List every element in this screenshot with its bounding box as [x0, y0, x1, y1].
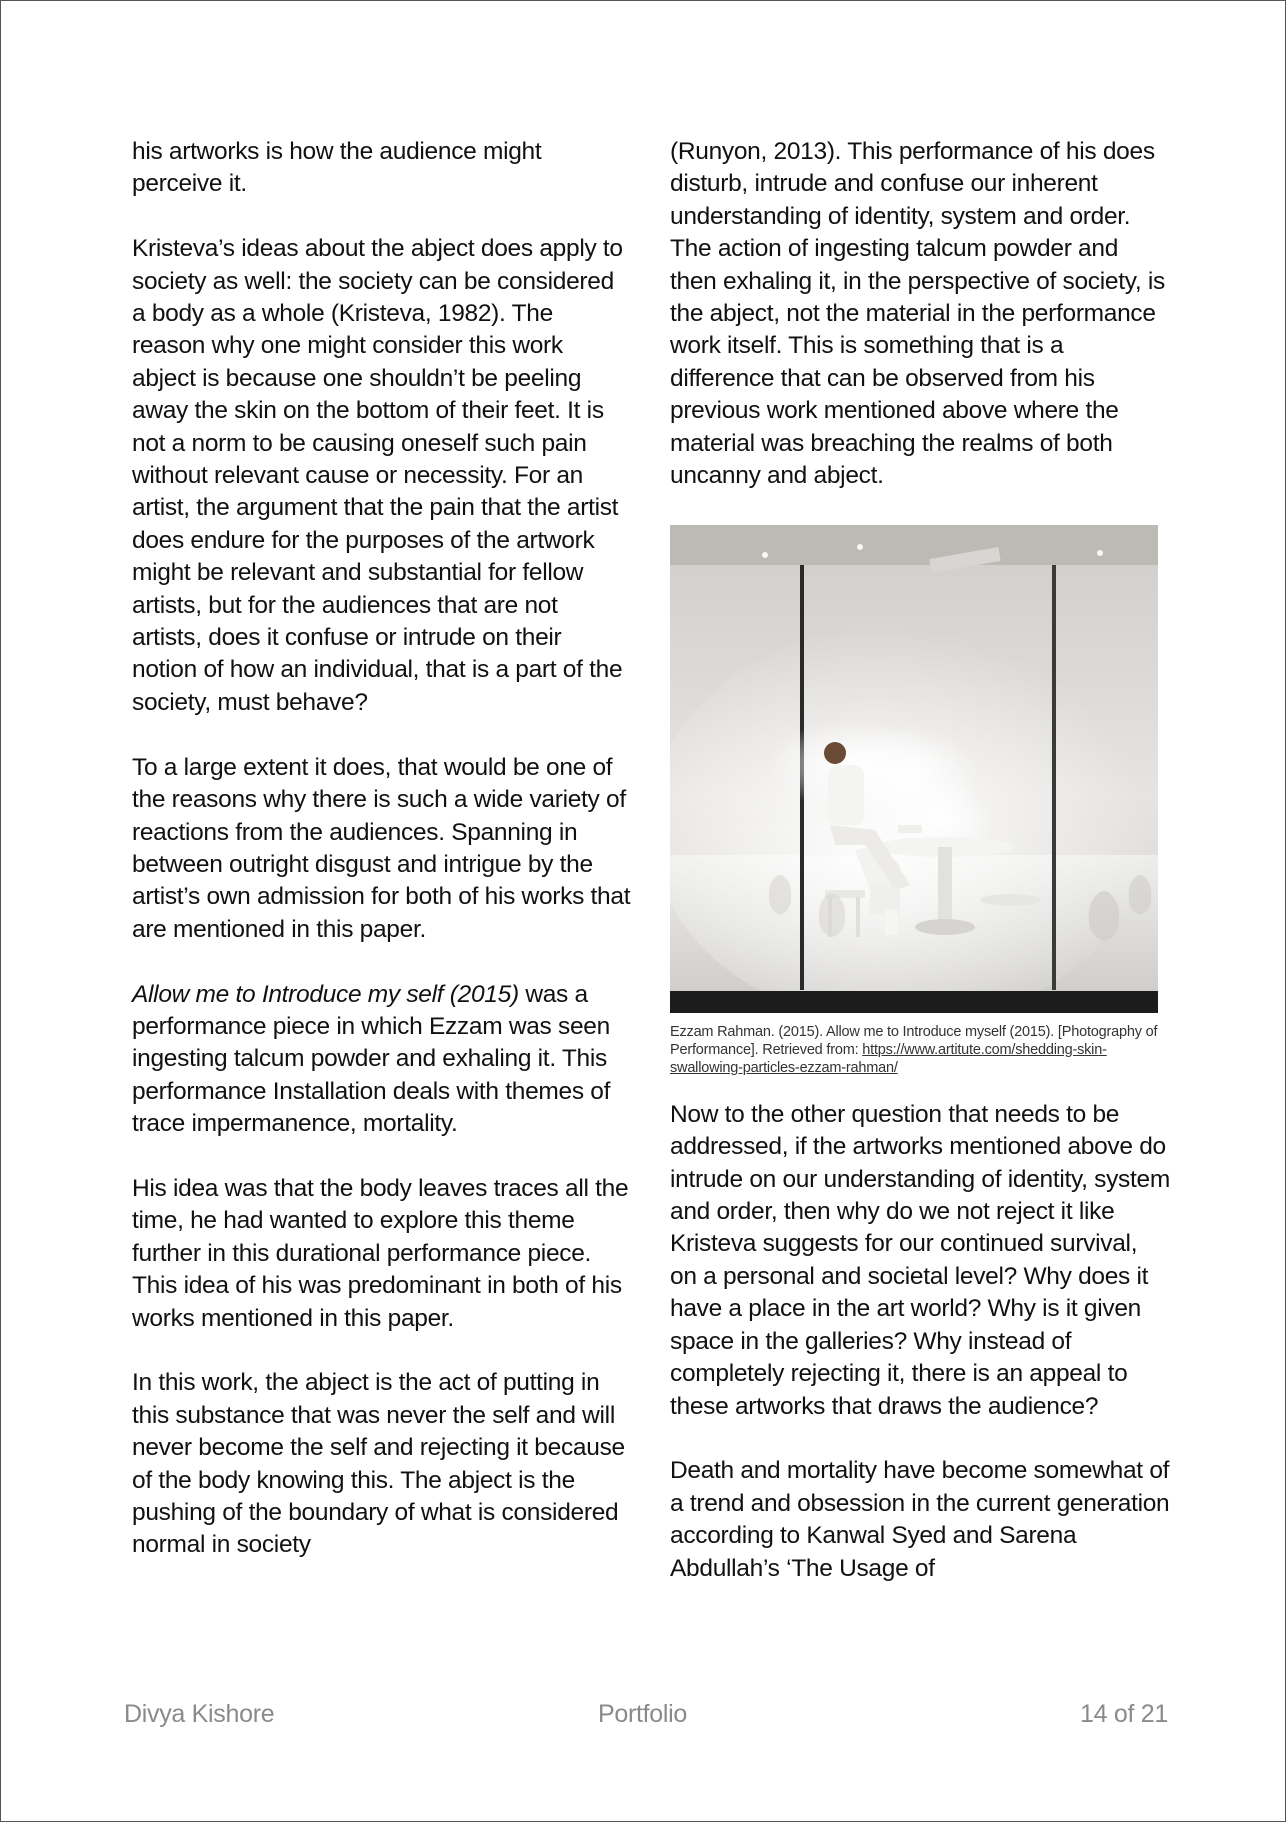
caption-link[interactable]: https://www.artitute.com/shedding-skin-swallowing-particles-ezzam-rahman/ — [670, 1041, 1107, 1076]
performance-photo — [670, 525, 1158, 1013]
footer-author: Divya Kishore — [124, 1700, 275, 1728]
paragraph: To a large extent it does, that would be one of the reasons why there is such a wide variety of reactions from the audiences. Spanning in between outright disgust and intrigue by the artist’s own admission for both of his works that are mentioned in this paper. — [132, 753, 631, 943]
paragraph: his artworks is how the audience might perceive it. — [132, 138, 542, 198]
page-footer — [124, 1700, 1168, 1736]
paragraph-text: was a performance piece in which Ezzam was seen ingesting talcum powder and exhaling it. This performance Installation deals with themes of trace impermanence, mortality. — [132, 980, 611, 1138]
paragraph: Kristeva’s ideas about the abject does apply to society as well: the society can be considered a body as a whole (Kristeva, 1982). The reason why one might consider this work abject is because one shouldn’t be peeling away the skin on the bottom of their feet. It is not a norm to be causing oneself such pain without relevant cause or necessity. For an artist, the argument that the pain that the artist does endure for the purposes of the artwork might be relevant and substantial for fellow artists, but for the audiences that are not artists, does it confuse or intrude on their notion of how an individual, that is a part of the society, must behave? — [132, 235, 623, 716]
footer-section: Portfolio — [598, 1700, 688, 1728]
paragraph: Death and mortality have become somewhat of a trend and obsession in the current generation according to Kanwal Syed and Sarena Abdullah’s ‘The Usage of — [670, 1457, 1170, 1582]
performance-photo-illustration — [670, 525, 1158, 1013]
paragraph: His idea was that the body leaves traces all the time, he had wanted to explore this theme further in this durational performance piece. This idea of his was predominant in both of his works mentioned in this paper. — [132, 1174, 629, 1332]
footer-page-number: 14 of 21 — [1080, 1700, 1168, 1728]
paragraph: In this work, the abject is the act of putting in this substance that was never the self and will never become the self and rejecting it because of the body knowing this. The abject is the pushing of the boundary of what is considered normal in society — [132, 1369, 625, 1559]
left-column — [132, 136, 632, 1562]
artwork-title: Allow me to Introduce my self (2015) — [132, 980, 519, 1008]
photo-caption — [670, 1023, 1170, 1077]
paragraph: (Runyon, 2013). This performance of his does disturb, intrude and confuse our inherent understanding of identity, system and order. The action of ingesting talcum powder and then exhaling it, in the perspective of society, is the abject, not the material in the performance work itself. This is something that is a difference that can be observed from his previous work mentioned above where the material was breaching the realms of both uncanny and abject. — [670, 138, 1165, 490]
paragraph — [132, 979, 632, 1141]
paragraph: Now to the other question that needs to be addressed, if the artworks mentioned above do intrude on our understanding of identity, system and order, then why do we not reject it like Kristeva suggests for our continued survival, on a personal and societal level? Why does it have a place in the art world? Why is it given space in the galleries? Why instead of completely rejecting it, there is an appeal to these artworks that draws the audience? — [670, 1100, 1170, 1420]
caption-text: Ezzam Rahman. (2015). Allow me to Introduce myself (2015). [Photography of Performance]. Retrieved from: — [670, 1023, 1158, 1058]
right-column — [670, 136, 1170, 1585]
